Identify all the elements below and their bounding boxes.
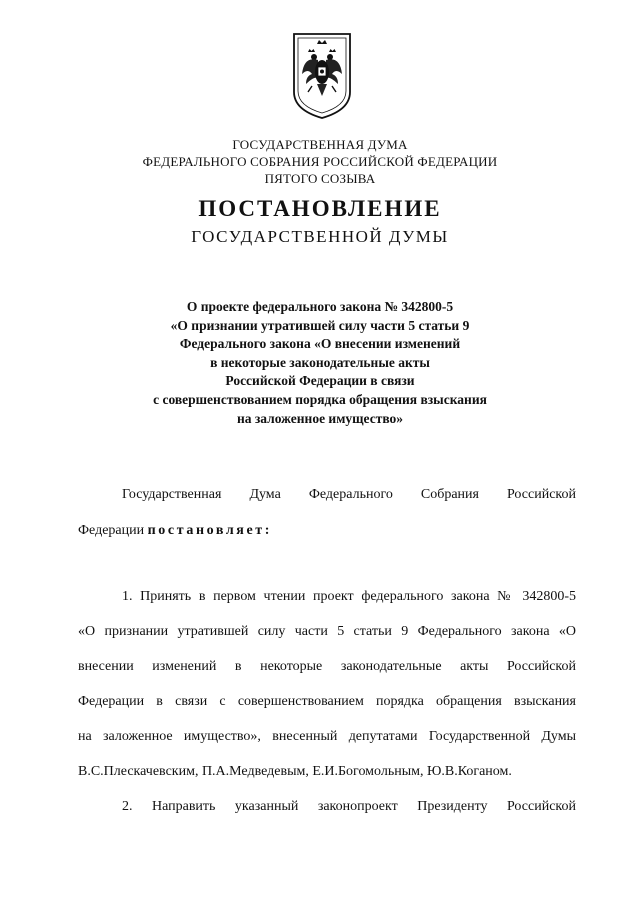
issuer-header: [0, 136, 640, 187]
paragraph-1-line: В.С.Плескачевским, П.А.Медведевым, Е.И.Богомольным, Ю.В.Коганом.: [78, 764, 512, 779]
paragraph-1-line: Федерации в связи с совершенствованием порядка обращения взыскания: [78, 694, 576, 709]
document-title: ПОСТАНОВЛЕНИЕ: [198, 196, 442, 221]
coat-of-arms-icon: [290, 30, 354, 120]
paragraph-1-line: «О признании утратившей силу части 5 статьи 9 Федерального закона «О: [78, 624, 576, 639]
heading-line: «О признании утратившей силу части 5 статьи 9: [170, 317, 470, 333]
heading-line: в некоторые законодательные акты: [210, 354, 430, 370]
paragraph-2-line: 2. Направить указанный законопроект Президенту Российской: [122, 799, 576, 814]
preamble-line-2: [78, 522, 576, 540]
heading-line: Российской Федерации в связи: [225, 373, 415, 389]
resolution-heading: [0, 298, 640, 428]
preamble-text: Федерации: [78, 523, 148, 538]
heading-line: О проекте федерального закона № 342800-5: [186, 299, 454, 314]
paragraph-1-line: 1. Принять в первом чтении проект федерального закона № 342800-5: [122, 589, 576, 604]
heading-line: на заложенное имущество»: [236, 410, 404, 426]
preamble-line-1: Государственная Дума Федерального Собрания Российской: [122, 487, 576, 502]
paragraph-1-line: на заложенное имущество», внесенный депутатами Государственной Думы: [78, 729, 576, 744]
heading-line: с совершенствованием порядка обращения взыскания: [153, 391, 487, 407]
document-subtitle: ГОСУДАРСТВЕННОЙ ДУМЫ: [191, 227, 449, 246]
header-line-2: ФЕДЕРАЛЬНОГО СОБРАНИЯ РОССИЙСКОЙ ФЕДЕРАЦИИ: [142, 154, 498, 169]
header-line-1: ГОСУДАРСТВЕННАЯ ДУМА: [232, 137, 408, 152]
paragraph-1-line: внесении изменений в некоторые законодательные акты Российской: [78, 659, 576, 674]
resolves-word: постановляет:: [147, 523, 273, 538]
header-line-3: ПЯТОГО СОЗЫВА: [264, 171, 376, 186]
heading-line: Федерального закона «О внесении изменений: [179, 336, 461, 352]
